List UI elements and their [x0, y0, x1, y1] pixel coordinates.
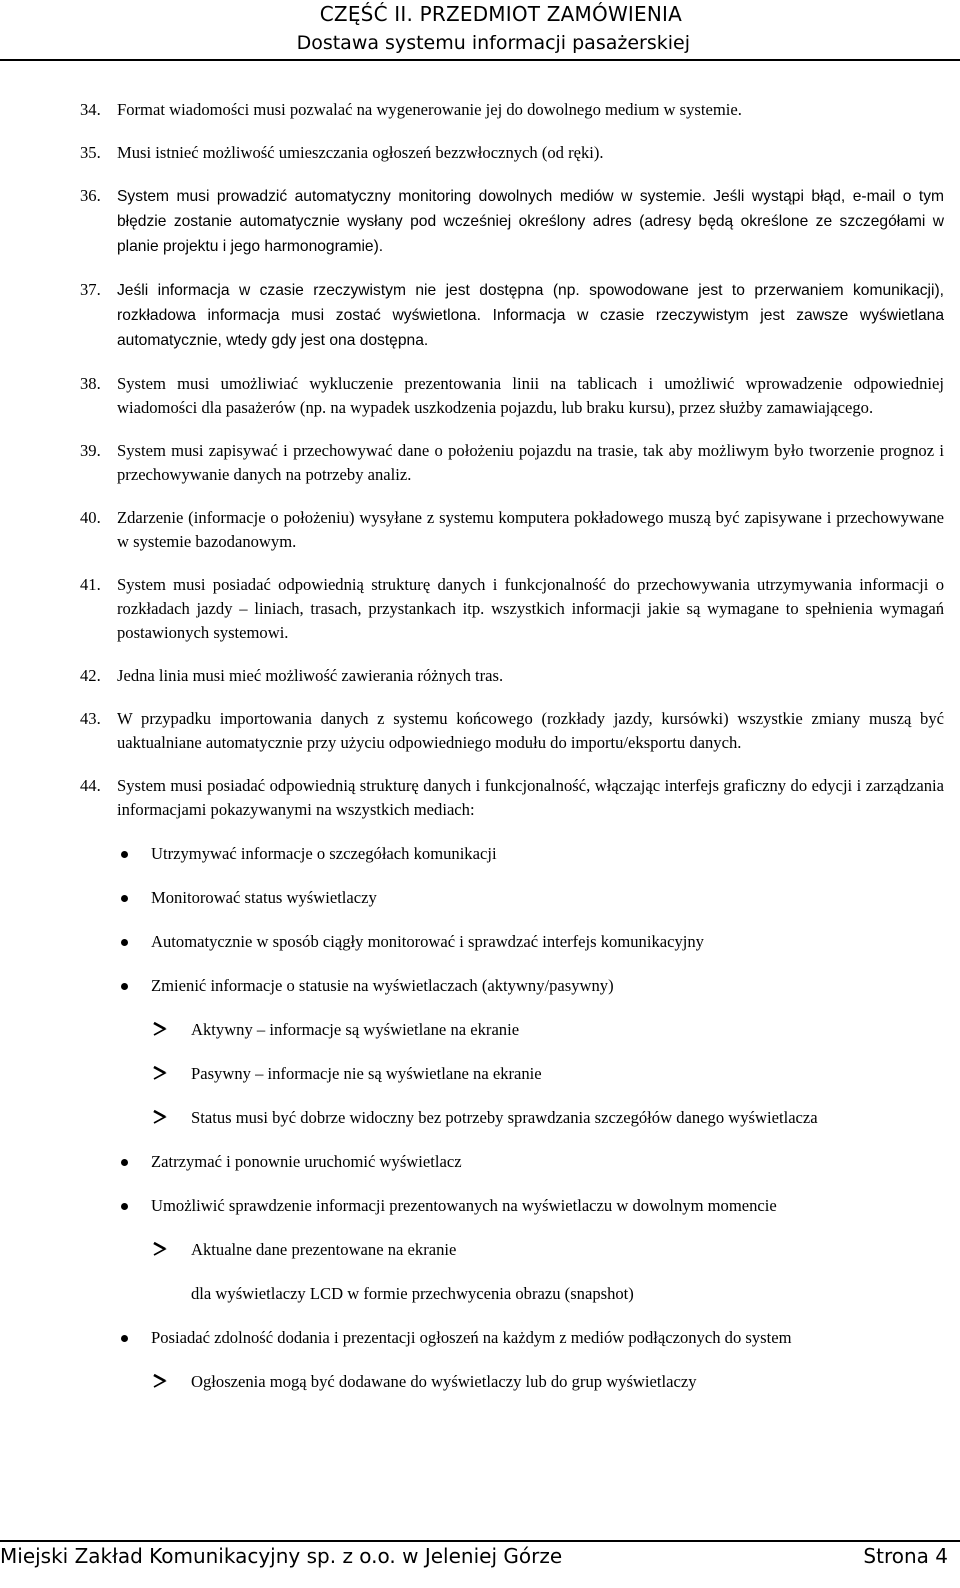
sub-bullet-item: [80, 1238, 944, 1262]
item-number: 40.: [80, 508, 101, 527]
bullet-list: [80, 842, 944, 1394]
bullet-dot-icon: [121, 851, 128, 858]
list-item: [80, 439, 944, 487]
item-number: 39.: [80, 441, 101, 460]
bullet-text: Automatycznie w sposób ciągły monitorować i sprawdzać interfejs komunikacyjny: [151, 932, 704, 951]
document-body: [80, 98, 944, 1414]
item-text: Zdarzenie (informacje o położeniu) wysyłane z systemu komputera pokładowego muszą być zapisywane i przechowywane w systemie bazodanowym.: [117, 508, 944, 551]
item-text: System musi umożliwiać wykluczenie prezentowania linii na tablicach i umożliwić wprowadzenie odpowiedniej wiadomości dla pasażerów (np. na wypadek uszkodzenia pojazdu, lub braku kursu), przez służby zamawiającego.: [117, 374, 944, 417]
bullet-text: Utrzymywać informacje o szczegółach komunikacji: [151, 844, 497, 863]
sub-paragraph: dla wyświetlaczy LCD w formie przechwycenia obrazu (snapshot): [191, 1284, 634, 1303]
item-number: 35.: [80, 143, 101, 162]
bullet-item: [80, 1326, 944, 1350]
item-text: System musi posiadać odpowiednią strukturę danych i funkcjonalność, włączając interfejs graficzny do edycji i zarządzania informacjami pokazywanymi na wszystkich mediach:: [117, 776, 944, 819]
list-item: [80, 506, 944, 554]
sub-bullet-item: [80, 1018, 944, 1042]
bullet-text: Zatrzymać i ponownie uruchomić wyświetlacz: [151, 1152, 462, 1171]
arrow-bullet-icon: [152, 1241, 168, 1257]
item-number: 37.: [80, 280, 101, 299]
list-item: [80, 278, 944, 353]
bullet-item: [80, 842, 944, 866]
header-section-title: CZĘŚĆ II. PRZEDMIOT ZAMÓWIENIA: [319, 2, 682, 26]
footer-page-number: Strona 4: [863, 1544, 948, 1568]
arrow-bullet-icon: [152, 1109, 168, 1125]
sub-bullet-item: [80, 1062, 944, 1086]
list-item: [80, 98, 944, 122]
footer-divider: [0, 1540, 960, 1542]
sub-bullet-text: Pasywny – informacje nie są wyświetlane na ekranie: [191, 1064, 542, 1083]
list-item: [80, 707, 944, 755]
sub-bullet-item: [80, 1106, 944, 1130]
item-text: System musi zapisywać i przechowywać dane o położeniu pojazdu na trasie, tak aby możliwym było tworzenie prognoz i przechowywanie danych na potrzeby analiz.: [117, 441, 944, 484]
bullet-item: [80, 930, 944, 954]
item-number: 38.: [80, 374, 101, 393]
bullet-dot-icon: [121, 1335, 128, 1342]
list-item: [80, 774, 944, 822]
item-text: System musi posiadać odpowiednią strukturę danych i funkcjonalność do przechowywania utrzymywania informacji o rozkładach jazdy – liniach, trasach, przystankach itp. wszystkich informacji jakie są wymagane to spełnienia wymagań postawionych systemowi.: [117, 575, 944, 642]
item-text: Format wiadomości musi pozwalać na wygenerowanie jej do dowolnego medium w systemie.: [117, 100, 742, 119]
header-subtitle: Dostawa systemu informacji pasażerskiej: [296, 32, 690, 54]
sub-bullet-text: Status musi być dobrze widoczny bez potrzeby sprawdzania szczegółów danego wyświetlacza: [191, 1108, 818, 1127]
item-number: 34.: [80, 100, 101, 119]
list-item: [80, 372, 944, 420]
sub-bullet-item: [80, 1370, 944, 1394]
bullet-text: Zmienić informacje o statusie na wyświetlaczach (aktywny/pasywny): [151, 976, 614, 995]
item-number: 42.: [80, 666, 101, 685]
arrow-bullet-icon: [152, 1021, 168, 1037]
bullet-dot-icon: [121, 939, 128, 946]
bullet-text: Umożliwić sprawdzenie informacji prezentowanych na wyświetlaczu w dowolnym momencie: [151, 1196, 777, 1215]
page-header: [0, 0, 960, 60]
item-text: Jedna linia musi mieć możliwość zawierania różnych tras.: [117, 666, 504, 685]
footer-company: Miejski Zakład Komunikacyjny sp. z o.o. w Jeleniej Górze: [0, 1544, 563, 1568]
item-text: W przypadku importowania danych z systemu końcowego (rozkłady jazdy, kursówki) wszystkie zmiany muszą być uaktualniane automatycznie przy użyciu odpowiedniego modułu do importu/eksportu danych.: [117, 709, 944, 752]
sub-bullet-text: Ogłoszenia mogą być dodawane do wyświetlaczy lub do grup wyświetlaczy: [191, 1372, 697, 1391]
bullet-item: [80, 1150, 944, 1174]
bullet-dot-icon: [121, 1159, 128, 1166]
sub-bullet-text: Aktywny – informacje są wyświetlane na ekranie: [191, 1020, 520, 1039]
item-number: 44.: [80, 776, 101, 795]
item-number: 41.: [80, 575, 101, 594]
bullet-text: Monitorować status wyświetlaczy: [151, 888, 377, 907]
item-text: System musi prowadzić automatyczny monitoring dowolnych mediów w systemie. Jeśli wystąpi błąd, e-mail o tym błędzie zostanie automatycznie wysłany pod wcześniej określony adres (adresy będą określone ze szczegółami w planie projektu i jego harmonogramie).: [117, 188, 944, 255]
list-item: [80, 573, 944, 645]
bullet-item: [80, 974, 944, 998]
bullet-dot-icon: [121, 1203, 128, 1210]
sub-bullet-text: Aktualne dane prezentowane na ekranie: [191, 1240, 457, 1259]
item-text: Musi istnieć możliwość umieszczania ogłoszeń bezzwłocznych (od ręki).: [117, 143, 604, 162]
item-number: 43.: [80, 709, 101, 728]
header-divider: [0, 59, 960, 61]
list-item: [80, 184, 944, 259]
list-item: [80, 141, 944, 165]
bullet-text: Posiadać zdolność dodania i prezentacji ogłoszeń na każdym z mediów podłączonych do system: [151, 1328, 792, 1347]
item-text: Jeśli informacja w czasie rzeczywistym nie jest dostępna (np. spowodowane jest to przerwaniem komunikacji), rozkładowa informacja musi zostać wyświetlona. Informacja w czasie rzeczywistym jest zawsze wyświetlana automatycznie, wtedy gdy jest ona dostępna.: [117, 282, 944, 349]
bullet-dot-icon: [121, 895, 128, 902]
arrow-bullet-icon: [152, 1065, 168, 1081]
bullet-item: [80, 1194, 944, 1218]
item-number: 36.: [80, 186, 101, 205]
arrow-bullet-icon: [152, 1373, 168, 1389]
bullet-dot-icon: [121, 983, 128, 990]
bullet-item: [80, 886, 944, 910]
list-item: [80, 664, 944, 688]
